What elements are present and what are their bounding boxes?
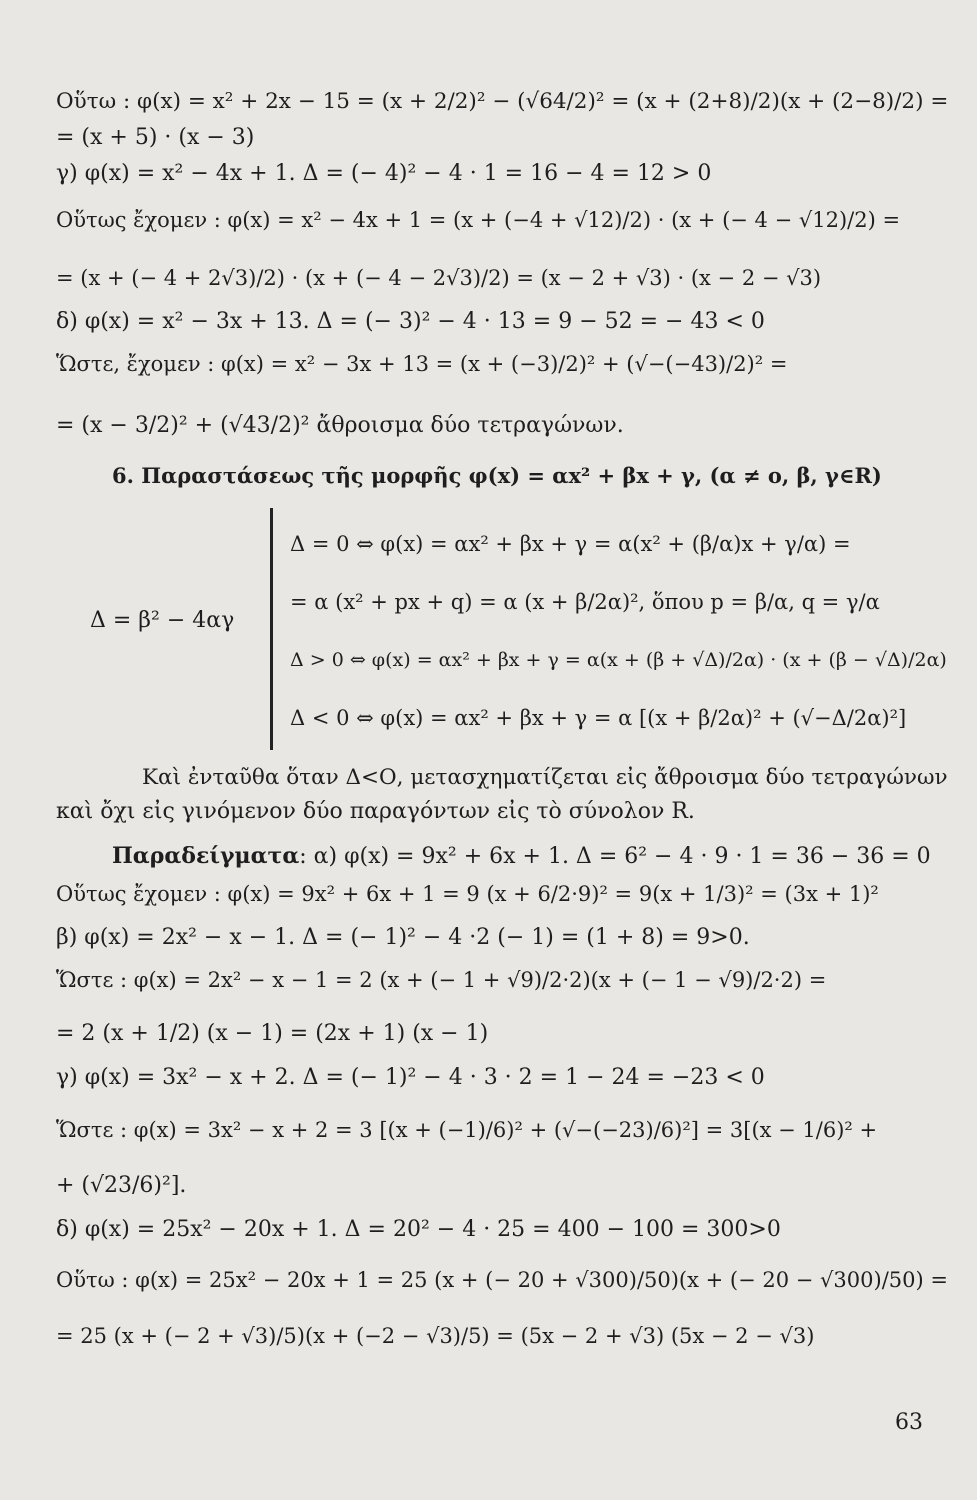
- example-line: Οὕτως ἔχομεν : φ(x) = 9x² + 6x + 1 = 9 (x + 6/2·9)² = 9(x + 1/3)² = (3x + 1)²: [56, 882, 879, 906]
- divider-line: [270, 508, 273, 750]
- text-line: Οὕτω : φ(x) = x² + 2x − 15 = (x + 2/2)² − (√64/2)² = (x + (2+8)/2)(x + (2−8)/2) =: [56, 89, 949, 114]
- example-line: [112, 842, 931, 871]
- rule-line: Δ < 0 ⇔ φ(x) = αx² + βx + γ = α [(x + β/2α)² + (√−Δ/2α)²]: [290, 706, 907, 730]
- paragraph-line: Καὶ ἐνταῦθα ὅταν Δ<Ο, μετασχηματίζεται εἰς ἄθροισμα δύο τετραγώνων: [142, 765, 948, 790]
- example-line: β) φ(x) = 2x² − x − 1. Δ = (− 1)² − 4 ·2 (− 1) = (1 + 8) = 9>0.: [56, 925, 750, 950]
- text-line: δ) φ(x) = x² − 3x + 13. Δ = (− 3)² − 4 · 13 = 9 − 52 = − 43 < 0: [56, 309, 765, 334]
- delta-definition: Δ = β² − 4αγ: [90, 608, 235, 633]
- rule-line: = α (x² + px + q) = α (x + β/2α)², ὅπου p = β/α, q = γ/α: [290, 590, 880, 614]
- section-heading: 6. Παραστάσεως τῆς μορφῆς φ(x) = αx² + βx + γ, (α ≠ ο, β, γ∈R): [112, 463, 882, 488]
- rule-line: Δ = 0 ⇔ φ(x) = αx² + βx + γ = α(x² + (β/α)x + γ/α) =: [290, 532, 851, 556]
- examples-label: Παραδείγματα: [112, 843, 300, 869]
- example-text: : α) φ(x) = 9x² + 6x + 1. Δ = 6² − 4 · 9 · 1 = 36 − 36 = 0: [299, 844, 931, 869]
- bleed-through: [600, 130, 607, 154]
- example-line: = 25 (x + (− 2 + √3)/5)(x + (−2 − √3)/5) = (5x − 2 + √3) (5x − 2 − √3): [56, 1324, 815, 1348]
- page-number: 63: [895, 1410, 923, 1435]
- rule-line: Δ > 0 ⇔ φ(x) = αx² + βx + γ = α(x + (β + √Δ)/2α) · (x + (β − √Δ)/2α): [290, 649, 947, 671]
- example-line: Ὥστε : φ(x) = 3x² − x + 2 = 3 [(x + (−1)/6)² + (√−(−23)/6)²] = 3[(x − 1/6)² +: [56, 1118, 878, 1142]
- text-line: = (x − 3/2)² + (√43/2)² ἄθροισμα δύο τετραγώνων.: [56, 413, 624, 438]
- text-line: γ) φ(x) = x² − 4x + 1. Δ = (− 4)² − 4 · 1 = 16 − 4 = 12 > 0: [56, 161, 712, 186]
- example-line: Οὕτω : φ(x) = 25x² − 20x + 1 = 25 (x + (− 20 + √300)/50)(x + (− 20 − √300)/50) =: [56, 1268, 948, 1292]
- example-line: + (√23/6)²].: [56, 1173, 187, 1198]
- text-line: Ὥστε, ἔχομεν : φ(x) = x² − 3x + 13 = (x + (−3)/2)² + (√−(−43)/2)² =: [56, 352, 788, 376]
- example-line: = 2 (x + 1/2) (x − 1) = (2x + 1) (x − 1): [56, 1021, 489, 1046]
- text-line: = (x + 5) · (x − 3): [56, 125, 255, 150]
- example-line: δ) φ(x) = 25x² − 20x + 1. Δ = 20² − 4 · 25 = 400 − 100 = 300>0: [56, 1217, 781, 1242]
- example-line: Ὥστε : φ(x) = 2x² − x − 1 = 2 (x + (− 1 + √9)/2·2)(x + (− 1 − √9)/2·2) =: [56, 968, 827, 992]
- text-line: = (x + (− 4 + 2√3)/2) · (x + (− 4 − 2√3)/2) = (x − 2 + √3) · (x − 2 − √3): [56, 266, 822, 290]
- example-line: γ) φ(x) = 3x² − x + 2. Δ = (− 1)² − 4 · 3 · 2 = 1 − 24 = −23 < 0: [56, 1065, 765, 1090]
- paragraph-line: καὶ ὄχι εἰς γινόμενον δύο παραγόντων εἰς τὸ σύνολον R.: [56, 799, 695, 824]
- text-line: Οὕτως ἔχομεν : φ(x) = x² − 4x + 1 = (x + (−4 + √12)/2) · (x + (− 4 − √12)/2) =: [56, 208, 901, 232]
